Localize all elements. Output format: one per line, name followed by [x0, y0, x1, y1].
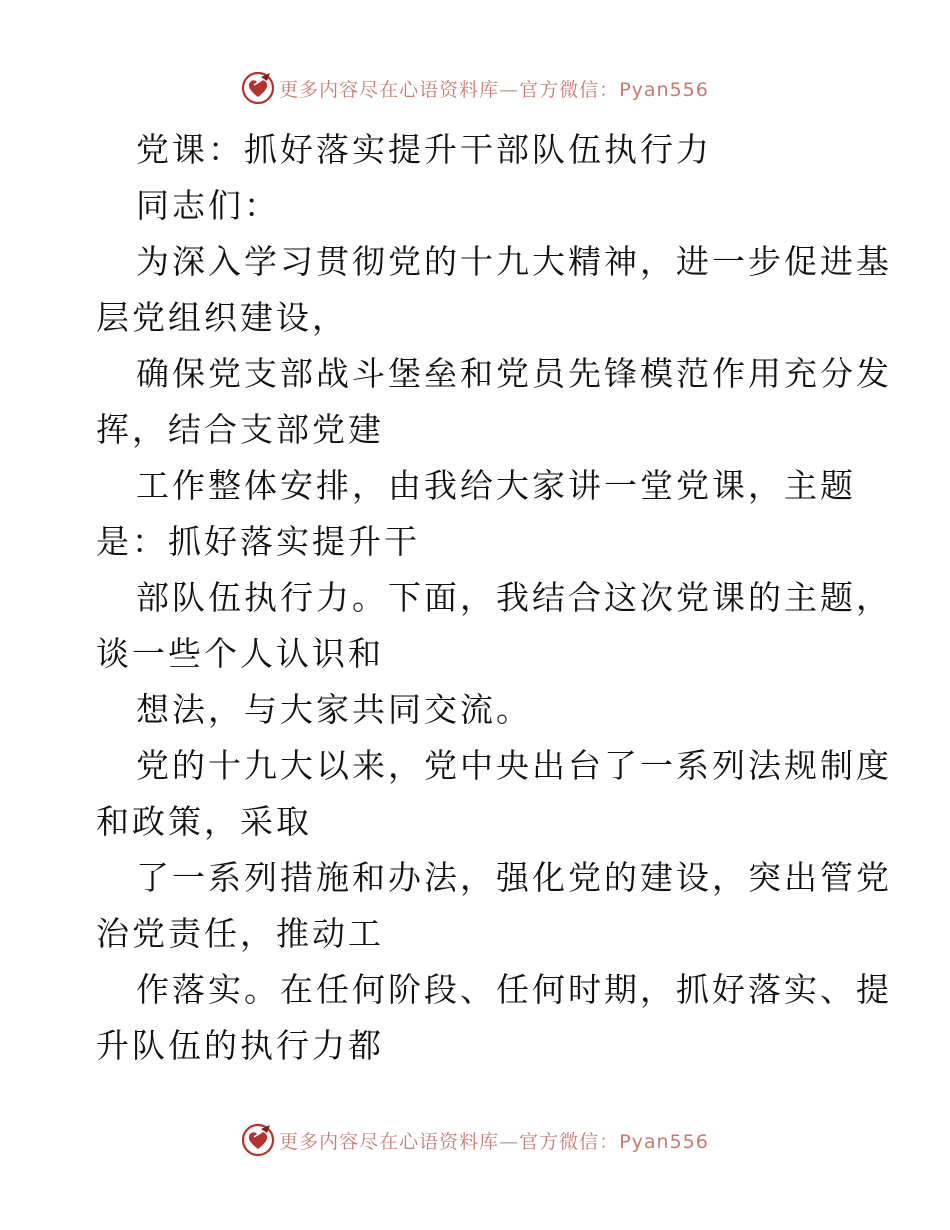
- banner-wechat-id: Pyan556: [619, 1130, 709, 1153]
- header-banner-text: [279, 75, 709, 102]
- text-line: 作落实。在任何阶段、任何时期，抓好落实、提: [136, 970, 892, 1009]
- text-line: 升队伍的执行力都: [96, 1026, 384, 1065]
- text-line: 层党组织建设，: [96, 298, 348, 337]
- text-line: 想法，与大家共同交流。: [136, 690, 532, 729]
- heart-pen-logo-icon: [241, 1123, 275, 1157]
- text-line: 同志们：: [136, 186, 280, 225]
- text-line: 和政策，采取: [96, 802, 312, 841]
- text-line: 部队伍执行力。下面，我结合这次党课的主题，: [136, 578, 892, 617]
- footer-banner-text: [279, 1127, 709, 1154]
- footer-banner: [0, 1120, 950, 1160]
- heart-pen-logo-icon: [241, 71, 275, 105]
- banner-dash: —: [499, 1130, 520, 1153]
- banner-brand: 更多内容尽在心语资料库: [279, 78, 500, 101]
- text-line: 党的十九大以来，党中央出台了一系列法规制度: [136, 746, 892, 785]
- text-line: 为深入学习贯彻党的十九大精神，进一步促进基: [136, 242, 892, 281]
- banner-brand: 更多内容尽在心语资料库: [279, 1130, 500, 1153]
- text-line: 工作整体安排，由我给大家讲一堂党课，主题: [136, 466, 856, 505]
- text-line: 是：抓好落实提升干: [96, 522, 420, 561]
- text-line: 挥，结合支部党建: [96, 410, 384, 449]
- text-line: 治党责任，推动工: [96, 914, 384, 953]
- text-line: 谈一些个人认识和: [96, 634, 384, 673]
- header-banner: [0, 68, 950, 108]
- text-line: 党课：抓好落实提升干部队伍执行力: [136, 130, 712, 169]
- text-line: 确保党支部战斗堡垒和党员先锋模范作用充分发: [136, 354, 892, 393]
- document-body: [96, 122, 892, 1074]
- banner-dash: —: [499, 78, 520, 101]
- banner-wechat-id: Pyan556: [619, 78, 709, 101]
- banner-wechat-label: 官方微信：: [519, 78, 620, 101]
- text-line: 了一系列措施和办法，强化党的建设，突出管党: [136, 858, 892, 897]
- banner-wechat-label: 官方微信：: [519, 1130, 620, 1153]
